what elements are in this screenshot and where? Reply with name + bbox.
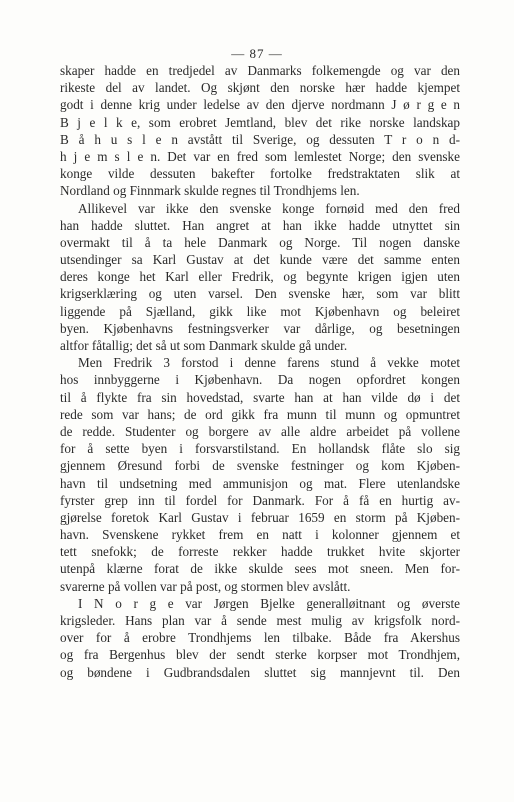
- text-line: Men Fredrik 3 forstod i denne farens stund å vekke motet: [78, 355, 460, 371]
- text-line: konge vilde dessuten bakefter fortolke fredstraktaten slik at: [60, 166, 460, 182]
- text-line: deres konge het Karl eller Fredrik, og begynte krigen igjen uten: [60, 269, 460, 285]
- text-line: havn til undsetning med ammunisjon og mat. Flere utenlandske: [60, 475, 460, 491]
- text-line: I N o r g e var Jørgen Bjelke generalløitnant og øverste: [78, 595, 460, 611]
- text-line: altfor fåtallig; det så ut som Danmark skulde gå under.: [60, 338, 348, 353]
- text-line: havn. Svenskene rykket frem en natt i kolonner gjennem et: [60, 527, 460, 543]
- text-line: de redde. Studenter og borgere av alle aldre arbeidet på vollene: [60, 423, 460, 439]
- text-line: krigserklæring og uten varsel. Den svenske hær, som var blitt: [60, 286, 460, 302]
- text-line: svarerne på vollen var på post, og stormen blev avslått.: [60, 578, 351, 594]
- text-line: gjennem Øresund forbi de svenske festninger og kom Kjøben-: [60, 458, 460, 474]
- text-line: h j e m s l e n. Det var en fred som lemlestet Norge; den svenske: [60, 148, 460, 164]
- text-line: tett snefokk; de forreste rekker hadde trukket hvite skjorter: [60, 544, 460, 560]
- text-line: fyrster grep inn til fordel for Danmark. For å få en hurtig av-: [60, 492, 460, 508]
- text-line: byen. Kjøbenhavns festningsverker var dårlige, og besetningen: [60, 320, 460, 336]
- text-line: over for å erobre Trondhjems len tilbake. Både fra Akershus: [60, 630, 460, 646]
- text-line: godt i denne krig under ledelse av den djerve nordmann J ø r g e n: [60, 97, 460, 113]
- text-line: for å sette byen i forsvarstilstand. En hollandsk flåte slo sig: [60, 441, 460, 457]
- text-line: til å flykte fra sin hovedstad, svarte han at han vilde dø i det: [60, 389, 460, 405]
- text-line: liggende på Sjælland, gikk like mot Kjøbenhavn og beleiret: [60, 303, 460, 319]
- text-line: utenpå klærne forat de ikke skulde sees mot sneen. Men for-: [60, 561, 460, 577]
- text-line: han hadde sluttet. Han angret at han ikke hadde utnyttet sin: [60, 217, 460, 233]
- text-line: og fra Bergenhus blev der sendt sterke korpser mot Trondhjem,: [60, 647, 460, 663]
- text-line: skaper hadde en tredjedel av Danmarks folkemengde og var den: [60, 63, 460, 78]
- text-line: Nordland og Finnmark skulde regnes til Trondhjems len.: [60, 183, 360, 199]
- page-number: — 87 —: [231, 46, 283, 61]
- text-line: krigsleder. Hans plan var å sende mest mulig av krigsfolk nord-: [60, 613, 460, 628]
- body-text: [60, 62, 460, 681]
- text-line: hos innbyggerne i Kjøbenhavn. Da nogen opfordret kongen: [60, 372, 460, 388]
- text-line: rikeste del av landet. Og skjønt den norske hær hadde kjempet: [60, 80, 460, 96]
- text-line: B å h u s l e n avstått til Sverige, og dessuten T r o n d-: [60, 131, 460, 147]
- text-line: overmakt til å ta hele Danmark og Norge. Til nogen danske: [60, 234, 460, 250]
- text-line: og bøndene i Gudbrandsdalen sluttet sig mannjevnt til. Den: [60, 664, 460, 680]
- text-line: B j e l k e, som erobret Jemtland, blev det rike norske landskap: [60, 114, 460, 130]
- text-line: rede som var hans; de ord gikk fra munn til munn og opmuntret: [60, 406, 460, 422]
- text-line: utsendinger sa Karl Gustav at det kunde være det samme enten: [60, 252, 460, 268]
- text-line: Allikevel var ikke den svenske konge fornøid med den fred: [78, 200, 460, 216]
- text-line: gjørelse foretok Karl Gustav i februar 1659 en storm på Kjøben-: [60, 509, 460, 525]
